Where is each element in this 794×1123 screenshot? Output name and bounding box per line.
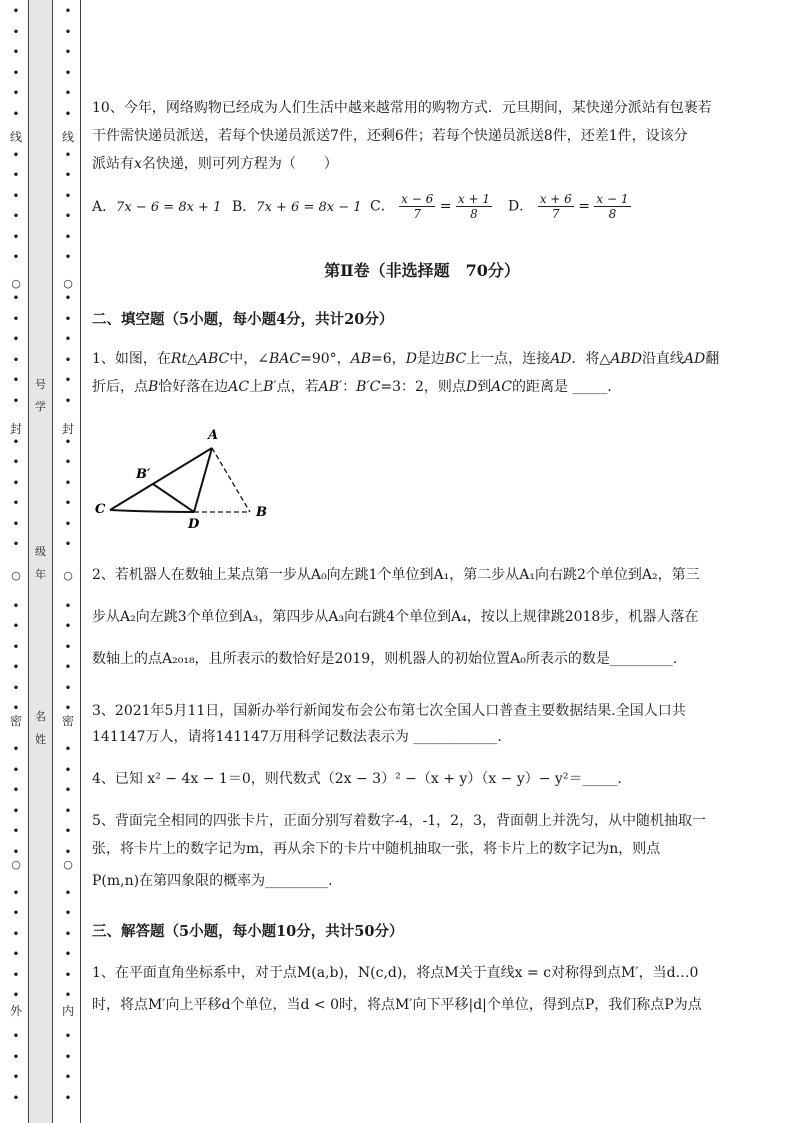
inner-label-3: 内 — [61, 1004, 74, 1018]
outer-dot: • — [12, 621, 20, 632]
inner-dot: • — [64, 641, 72, 653]
s2-q5-line-1: 5、背面完全相同的四张卡片，正面分别写着数字-4，-1，2，3，背面朝上并洗匀，从中随机抽取一 — [92, 813, 706, 829]
segment-ab-dashed — [212, 448, 250, 512]
band-label-0: 号 — [35, 378, 46, 391]
outer-circle-0: ○ — [11, 277, 21, 290]
band-label-2: 级 — [35, 545, 46, 558]
inner-dot: • — [64, 6, 72, 17]
outer-label-2: 密 — [9, 714, 22, 728]
outer-label-1: 封 — [9, 422, 22, 436]
q10-option-a: A．7x − 6 = 8x + 1 — [92, 199, 222, 215]
label-b-prime: B′ — [136, 467, 151, 482]
triangle-figure — [90, 420, 280, 530]
inner-label-0: 线 — [61, 130, 74, 144]
inner-dot: • — [64, 969, 72, 981]
inner-dot: • — [64, 662, 72, 673]
inner-dot: • — [64, 334, 72, 345]
outer-dot: • — [12, 457, 20, 468]
band-edge-line — [80, 0, 81, 1123]
outer-dot: • — [12, 928, 20, 940]
q10-line-2: 干件需快递员派送，若每个快递员派送7件，还剩6件；若每个快递员派送8件，还差1件，设该分 — [92, 128, 688, 144]
inner-dot: • — [64, 1031, 72, 1042]
outer-dot: • — [12, 785, 20, 796]
inner-label-2: 密 — [61, 714, 74, 728]
inner-dot: • — [64, 477, 72, 489]
outer-label-0: 线 — [9, 130, 22, 144]
inner-dot: • — [64, 26, 72, 38]
s2-q3-line-2: 141147万人，请将141147万用科学记数法表示为 ____________. — [92, 729, 502, 745]
outer-dot: • — [12, 805, 20, 817]
inner-dot: • — [64, 375, 72, 386]
outer-dot: • — [12, 211, 20, 222]
inner-dot: • — [64, 190, 72, 202]
outer-dot: • — [12, 375, 20, 386]
label-a: A — [208, 428, 219, 443]
outer-label-3: 外 — [9, 1004, 22, 1018]
band-label-5: 姓 — [35, 733, 46, 746]
section-2-heading: 二、填空题（5小题，每小题4分，共计20分） — [92, 311, 394, 328]
outer-dot: • — [12, 334, 20, 345]
s2-q4-line: 4、已知 x² − 4x − 1＝0，则代数式（2x − 3）² −（x + y）（x − y）− y²＝_____． — [92, 771, 632, 787]
outer-dot: • — [12, 908, 20, 919]
outer-binding-line — [5, 0, 27, 1123]
inner-dot: • — [64, 846, 72, 858]
outer-dot: • — [12, 764, 20, 776]
outer-dot: • — [12, 47, 20, 58]
inner-dot: • — [64, 928, 72, 940]
outer-dot: • — [12, 108, 20, 120]
outer-dot: • — [12, 436, 20, 448]
inner-dot: • — [64, 539, 72, 550]
inner-dot: • — [64, 88, 72, 99]
inner-dot: • — [64, 354, 72, 366]
inner-dot: • — [64, 252, 72, 263]
student-info-band — [28, 0, 53, 1123]
section-3-heading: 三、解答题（5小题，每小题10分，共计50分） — [92, 923, 404, 940]
label-d: D — [188, 517, 200, 530]
outer-dot: • — [12, 313, 20, 325]
label-b: B — [256, 505, 267, 520]
inner-circle-1: ○ — [63, 569, 73, 582]
band-label-3: 年 — [35, 568, 46, 581]
inner-dot: • — [64, 436, 72, 448]
inner-dot: • — [64, 293, 72, 304]
outer-dot: • — [12, 395, 20, 407]
outer-dot: • — [12, 231, 20, 243]
outer-dot: • — [12, 1092, 20, 1104]
inner-dot: • — [64, 826, 72, 837]
q10-option-d: D． $\frac{x + 6}{7}$ = $\frac{x - 1}{8}$ — [508, 192, 629, 221]
label-c: C — [95, 502, 106, 517]
outer-dot: • — [12, 498, 20, 509]
inner-dot: • — [64, 785, 72, 796]
outer-dot: • — [12, 1031, 20, 1042]
inner-dot: • — [64, 47, 72, 58]
outer-dot: • — [12, 826, 20, 837]
outer-dot: • — [12, 88, 20, 99]
outer-dot: • — [12, 969, 20, 981]
inner-dot: • — [64, 621, 72, 632]
inner-dot: • — [64, 67, 72, 79]
band-label-1: 学 — [35, 400, 46, 413]
outer-dot: • — [12, 703, 20, 714]
inner-dot: • — [64, 211, 72, 222]
s2-q5-line-3: P(m,n)在第四象限的概率为_________. — [92, 873, 333, 889]
s2-q2-line-1: 2、若机器人在数轴上某点第一步从A₀向左跳1个单位到A₁，第二步从A₁向右跳2个单位到A₂，第三 — [92, 567, 700, 583]
inner-label-1: 封 — [61, 422, 74, 436]
outer-dot: • — [12, 990, 20, 1001]
inner-dot: • — [64, 170, 72, 181]
q10-option-c: C． $\frac{x - 6}{7}$ = $\frac{x + 1}{8}$ — [370, 192, 490, 221]
inner-dot: • — [64, 600, 72, 612]
inner-circle-2: ○ — [63, 858, 73, 871]
outer-dot: • — [12, 149, 20, 161]
inner-dot: • — [64, 908, 72, 919]
outer-dot: • — [12, 744, 20, 755]
band-label-4: 名 — [35, 710, 46, 723]
outer-dot: • — [12, 682, 20, 694]
q10-line-1: 10、今年，网络购物已经成为人们生活中越来越常用的购物方式．元旦期间，某快递分派站有包裹若 — [92, 100, 712, 116]
inner-dot: • — [64, 313, 72, 325]
outer-dot: • — [12, 662, 20, 673]
outer-dot: • — [12, 1072, 20, 1083]
segment-bpd — [153, 484, 194, 512]
inner-dot: • — [64, 949, 72, 960]
outer-dot: • — [12, 641, 20, 653]
inner-circle-0: ○ — [63, 277, 73, 290]
inner-dot: • — [64, 395, 72, 407]
outer-dot: • — [12, 170, 20, 181]
outer-dot: • — [12, 518, 20, 530]
inner-dot: • — [64, 887, 72, 899]
outer-circle-2: ○ — [11, 858, 21, 871]
outer-dot: • — [12, 354, 20, 366]
inner-dot: • — [64, 457, 72, 468]
outer-dot: • — [12, 293, 20, 304]
outer-dot: • — [12, 6, 20, 17]
outer-dot: • — [12, 949, 20, 960]
inner-dot: • — [64, 1092, 72, 1104]
s3-q1-line-2: 时，将点M′向上平移d个单位，当d < 0时，将点M′向下平移|d|个单位，得到点P，我们称点P为点 — [92, 997, 702, 1013]
s3-q1-line-1: 1、在平面直角坐标系中，对于点M(a,b)，N(c,d)，将点M关于直线x = c对称得到点M′，当d…0 — [92, 965, 699, 981]
outer-dot: • — [12, 600, 20, 612]
inner-dot: • — [64, 108, 72, 120]
inner-dot: • — [64, 682, 72, 694]
s2-q3-line-1: 3、2021年5月11日，国新办举行新闻发布会公布第七次全国人口普查主要数据结果.全国人口共 — [92, 703, 686, 719]
outer-circle-1: ○ — [11, 569, 21, 582]
s2-q1-line-2: 折后，点B恰好落在边AC上B′点，若AB′：B′C=3：2，则点D到AC的距离是 _____． — [92, 379, 622, 395]
part-2-title: 第Ⅱ卷（非选择题 70分） — [324, 261, 520, 280]
inner-dot: • — [64, 498, 72, 509]
inner-dot: • — [64, 805, 72, 817]
inner-dot: • — [64, 1072, 72, 1083]
outer-dot: • — [12, 26, 20, 38]
outer-dot: • — [12, 846, 20, 858]
inner-dot: • — [64, 149, 72, 161]
inner-dot: • — [64, 744, 72, 755]
s2-q2-line-3: 数轴上的点A₂₀₁₈，且所表示的数恰好是2019，则机器人的初始位置A₀所表示的数是_________． — [92, 651, 687, 667]
s2-q1-line-1: 1、如图，在Rt△ABC中，∠BAC=90°，AB=6，D是边BC上一点，连接AD．将△ABD沿直线AD翻 — [92, 351, 720, 367]
outer-dot: • — [12, 67, 20, 79]
inner-binding-line — [57, 0, 79, 1123]
outer-dot: • — [12, 1051, 20, 1063]
inner-dot: • — [64, 703, 72, 714]
inner-dot: • — [64, 518, 72, 530]
outer-dot: • — [12, 539, 20, 550]
inner-dot: • — [64, 1051, 72, 1063]
inner-dot: • — [64, 990, 72, 1001]
segment-cd — [110, 510, 194, 512]
q10-option-b: B．7x + 6 = 8x − 1 — [232, 199, 362, 215]
inner-dot: • — [64, 231, 72, 243]
q10-line-3: 派站有x名快递，则可列方程为（ ） — [92, 156, 338, 172]
outer-dot: • — [12, 477, 20, 489]
s2-q2-line-2: 步从A₂向左跳3个单位到A₃，第四步从A₃向右跳4个单位到A₄，按以上规律跳2018步，机器人落在 — [92, 609, 699, 625]
outer-dot: • — [12, 252, 20, 263]
inner-dot: • — [64, 764, 72, 776]
s2-q5-line-2: 张，将卡片上的数字记为m，再从余下的卡片中随机抽取一张，将卡片上的数字记为n，则点 — [92, 841, 661, 857]
outer-dot: • — [12, 887, 20, 899]
outer-dot: • — [12, 190, 20, 202]
